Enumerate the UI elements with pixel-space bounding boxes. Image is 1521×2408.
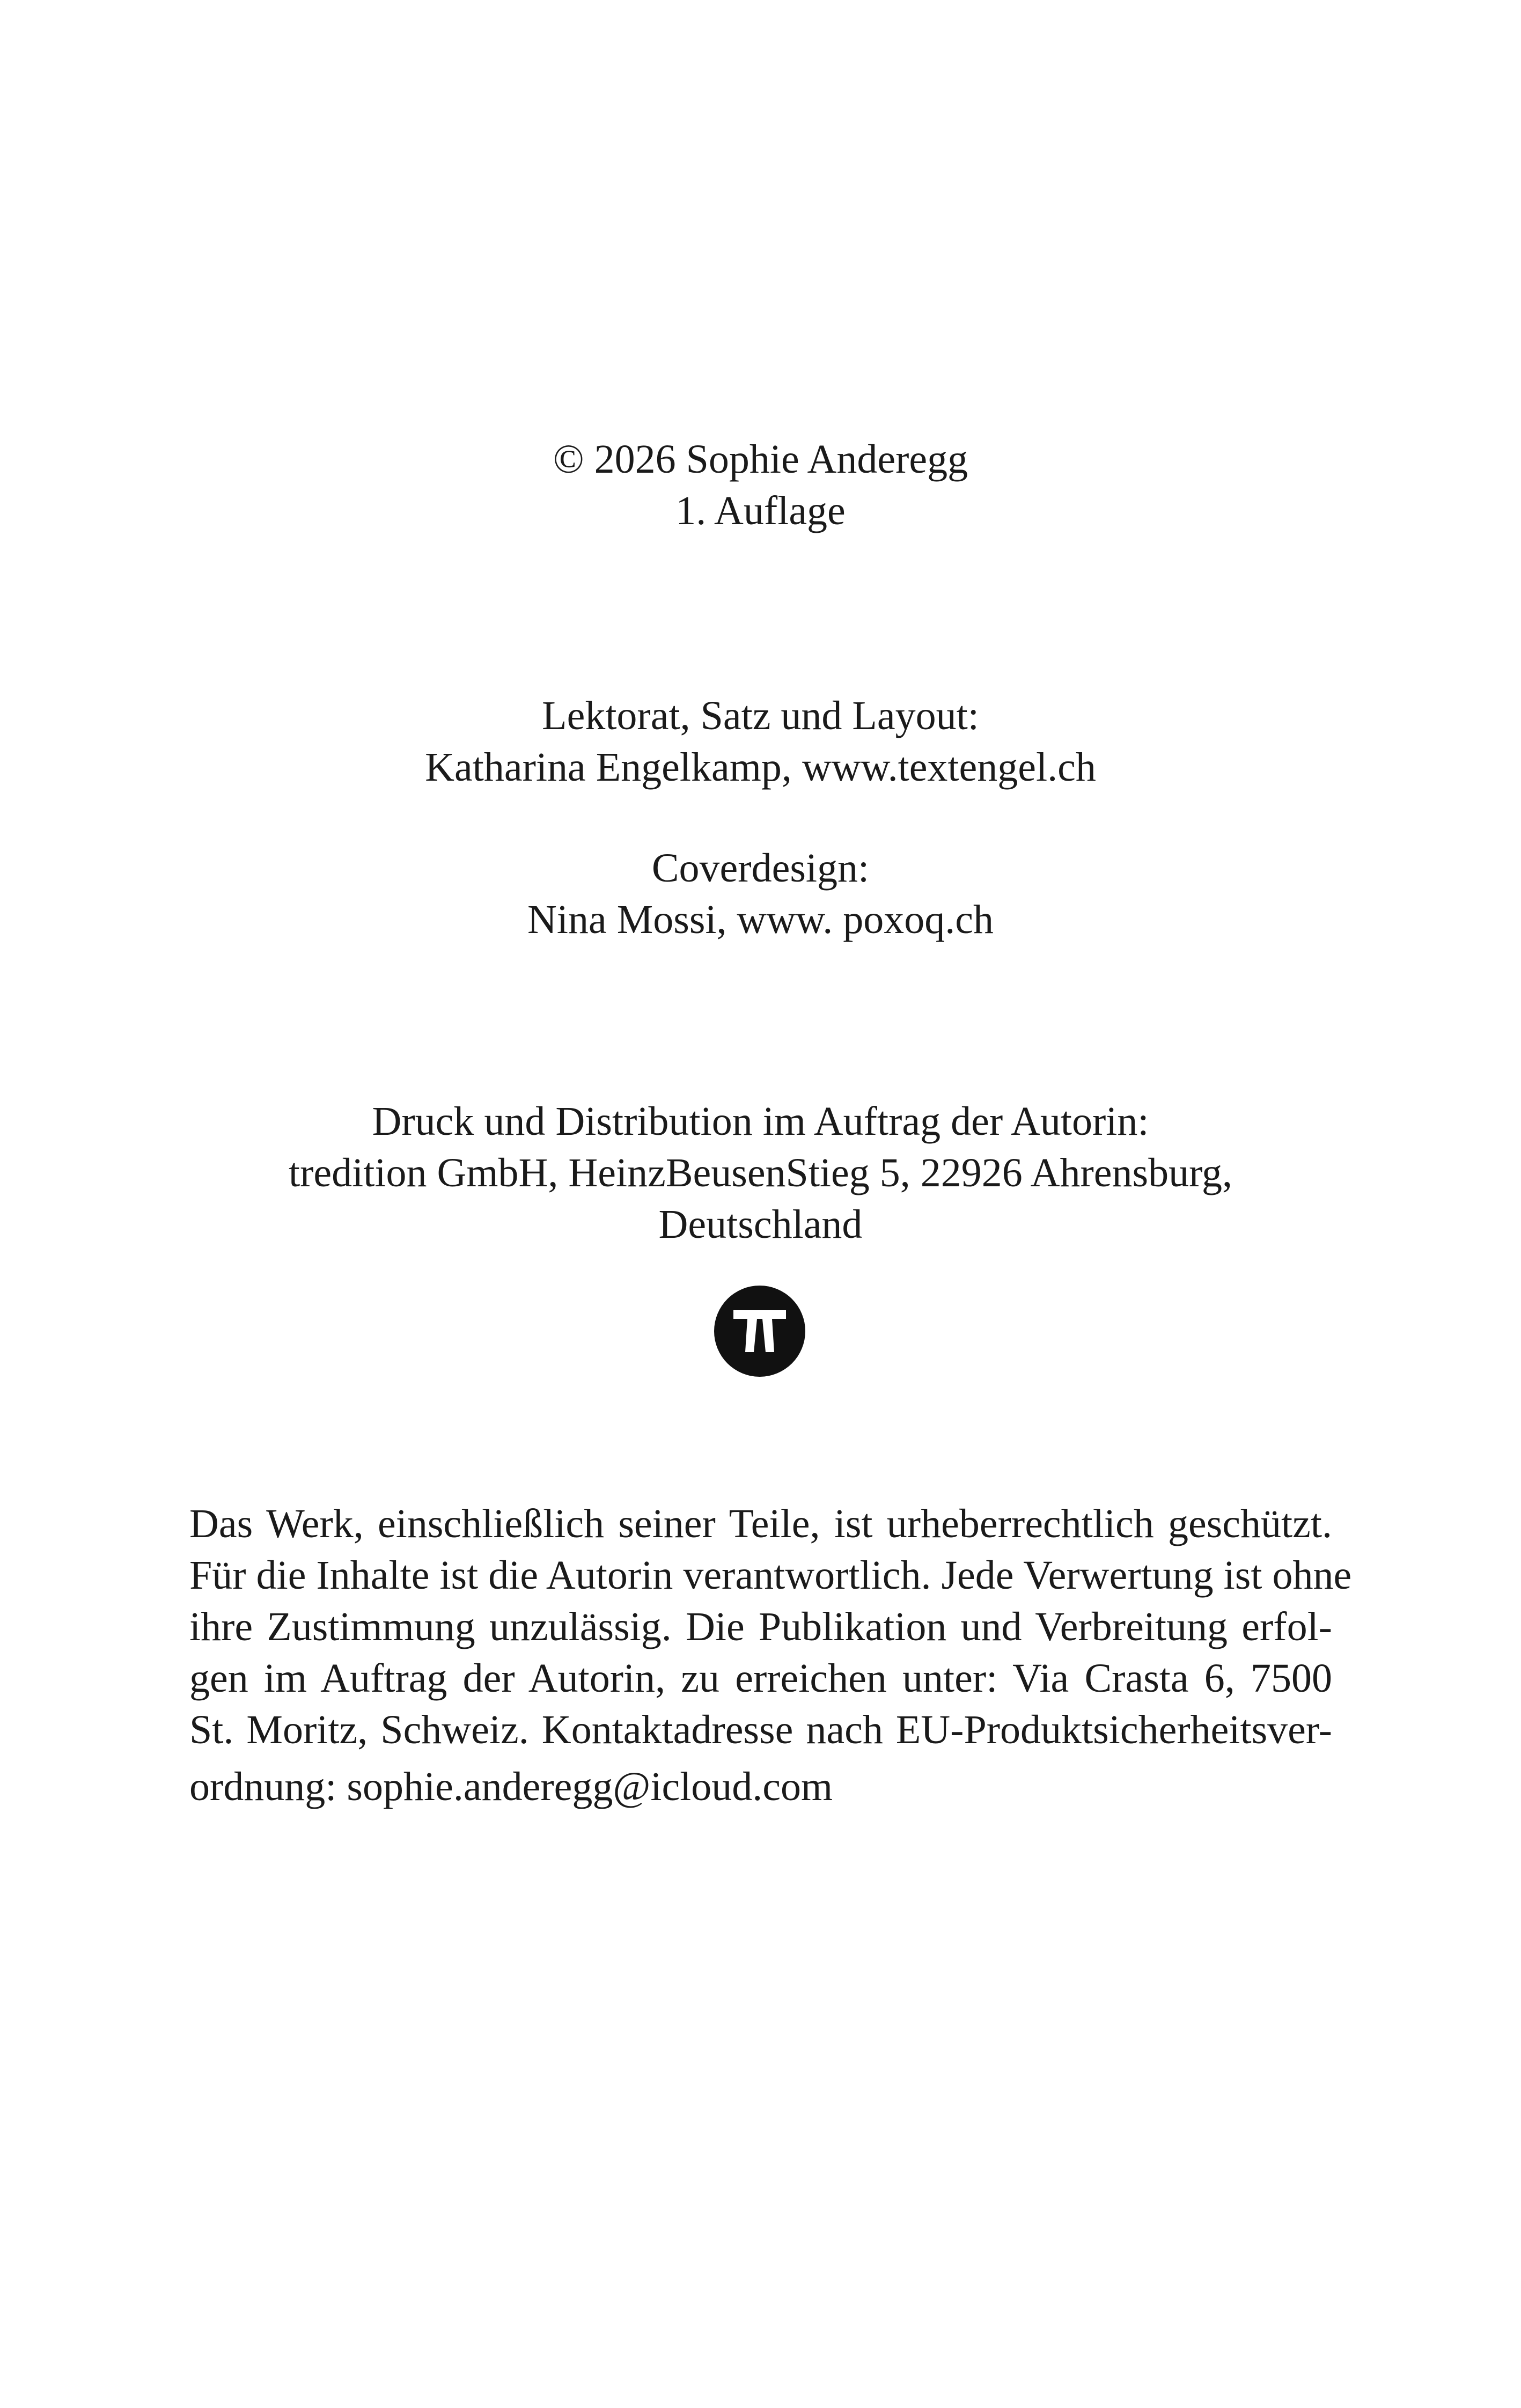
legal-line: ihre Zustimmung unzulässig. Die Publikation und Verbreitung erfol-: [189, 1604, 1332, 1649]
distribution-address-line-2: Deutschland: [658, 1202, 863, 1247]
cover-credit: Nina Mossi, www. poxoq.ch: [527, 897, 994, 942]
distribution-address-line-1: tredition GmbH, HeinzBeusenStieg 5, 22926 Ahrensburg,: [288, 1150, 1233, 1195]
legal-line: Für die Inhalte ist die Autorin verantwortlich. Jede Verwertung ist ohne: [189, 1553, 1352, 1598]
legal-line: Das Werk, einschließlich seiner Teile, ist urheberrechtlich geschützt.: [189, 1501, 1332, 1546]
editing-label: Lektorat, Satz und Layout:: [542, 693, 979, 738]
copyright-line: © 2026 Sophie Anderegg: [553, 437, 968, 482]
legal-line: St. Moritz, Schweiz. Kontaktadresse nach EU-Produktsicherheitsver-: [189, 1707, 1332, 1752]
legal-notice: [189, 1498, 1352, 1812]
editing-credit-block: [0, 690, 1521, 793]
cover-label: Coverdesign:: [651, 846, 870, 891]
cover-credit-block: [0, 842, 1521, 945]
distribution-label: Druck und Distribution im Auftrag der Autorin:: [372, 1099, 1149, 1144]
copyright-block: [0, 434, 1521, 537]
edition-line: 1. Auflage: [675, 488, 846, 533]
distribution-block: [0, 1096, 1521, 1250]
legal-line: gen im Auftrag der Autorin, zu erreichen unter: Via Crasta 6, 7500: [189, 1656, 1332, 1701]
tredition-logo-icon: [714, 1286, 805, 1377]
editing-credit: Katharina Engelkamp, www.textengel.ch: [425, 745, 1096, 790]
legal-line: ordnung: sophie.anderegg@icloud.com: [189, 1764, 833, 1809]
